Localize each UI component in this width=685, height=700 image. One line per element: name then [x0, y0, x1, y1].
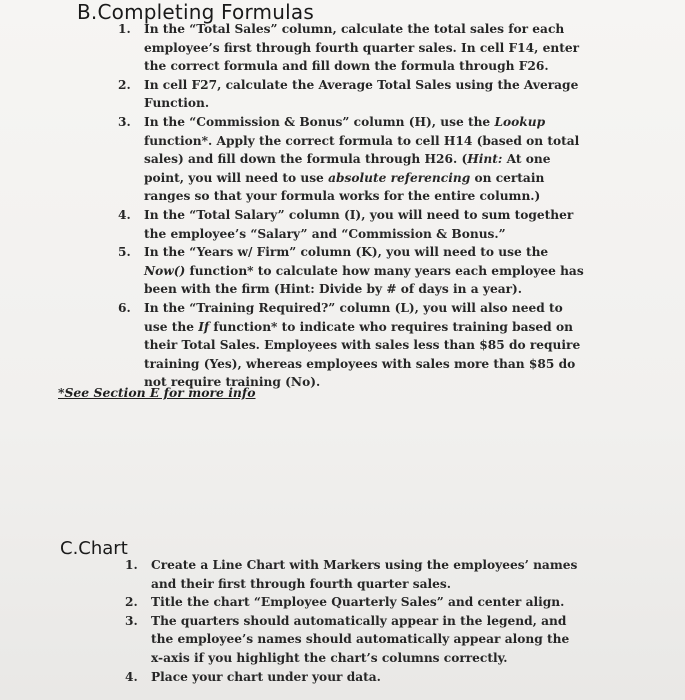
list-item — [118, 299, 588, 392]
lookup-function-name: Lookup — [494, 114, 546, 129]
item-text: In cell F27, calculate the Average Total Sales using the Average Function. — [144, 77, 579, 111]
item-text-part: on certain ranges so that your formula works for the entire column.) — [144, 170, 545, 204]
item-number: 3. — [118, 114, 131, 129]
see-section-e-note: *See Section E for more info — [58, 385, 256, 400]
item-number: 4. — [118, 207, 131, 222]
item-number: 4. — [125, 669, 138, 684]
item-number: 2. — [118, 77, 131, 92]
item-text-part: function* to calculate how many years each employee has been with the firm (Hint: Divide by # of days in a year). — [144, 263, 584, 297]
list-item — [118, 206, 588, 243]
item-number: 1. — [125, 558, 138, 572]
item-text-part: function*. Apply the correct formula to cell H14 (based on total sales) and fill down the formula through H26. ( — [144, 133, 580, 167]
list-item — [125, 593, 585, 612]
list-item — [125, 556, 585, 593]
item-text-part: In the “Years w/ Firm” column (K), you will need to use the — [144, 245, 549, 260]
item-number: 5. — [118, 245, 131, 260]
list-item — [118, 243, 588, 299]
item-number: 3. — [125, 613, 138, 628]
item-text: The quarters should automatically appear in the legend, and the employee’s names should automatically appear along the x-axis if you highlight the chart’s columns correctly. — [151, 613, 570, 665]
item-number: 2. — [125, 595, 138, 610]
item-number: 6. — [118, 300, 131, 315]
item-text: Title the chart “Employee Quarterly Sales” and center align. — [151, 595, 565, 610]
section-c-list — [125, 556, 585, 686]
item-text-part: function* to indicate who requires training based on their Total Sales. Employees with sales less than $85 do require training (Yes), whereas employees with sales more than $85 do not require training (No). — [144, 319, 581, 390]
now-function-name: Now() — [144, 263, 186, 278]
list-item — [118, 76, 588, 113]
list-item — [118, 113, 588, 206]
item-number: 1. — [118, 22, 131, 36]
item-text-part: At one point, you will need to use — [144, 152, 551, 185]
item-text: Place your chart under your data. — [151, 669, 381, 684]
section-b-list — [118, 20, 588, 392]
hint-label: Hint: — [467, 152, 503, 167]
list-item — [125, 668, 585, 687]
if-function-name: If — [198, 319, 210, 334]
list-item — [125, 612, 585, 668]
item-text: In the “Total Sales” column, calculate the total sales for each employee’s first through fourth quarter sales. In cell F14, enter the correct formula and fill down the formula through F26. — [144, 22, 580, 74]
section-c-heading: C.Chart — [60, 538, 128, 559]
item-text-part: In the “Commission & Bonus” column (H), use the — [144, 114, 495, 129]
absolute-referencing-term: absolute referencing — [328, 170, 471, 185]
item-text: Create a Line Chart with Markers using the employees’ names and their first through fourth quarter sales. — [151, 558, 578, 591]
section-b-heading: B.Completing Formulas — [77, 0, 314, 24]
list-item — [118, 20, 588, 76]
item-text-part: In the “Training Required?” column (L), you will also need to use the — [144, 300, 563, 334]
item-text: In the “Total Salary” column (I), you will need to sum together the employee’s “Salary” and “Commission & Bonus.” — [144, 207, 574, 241]
